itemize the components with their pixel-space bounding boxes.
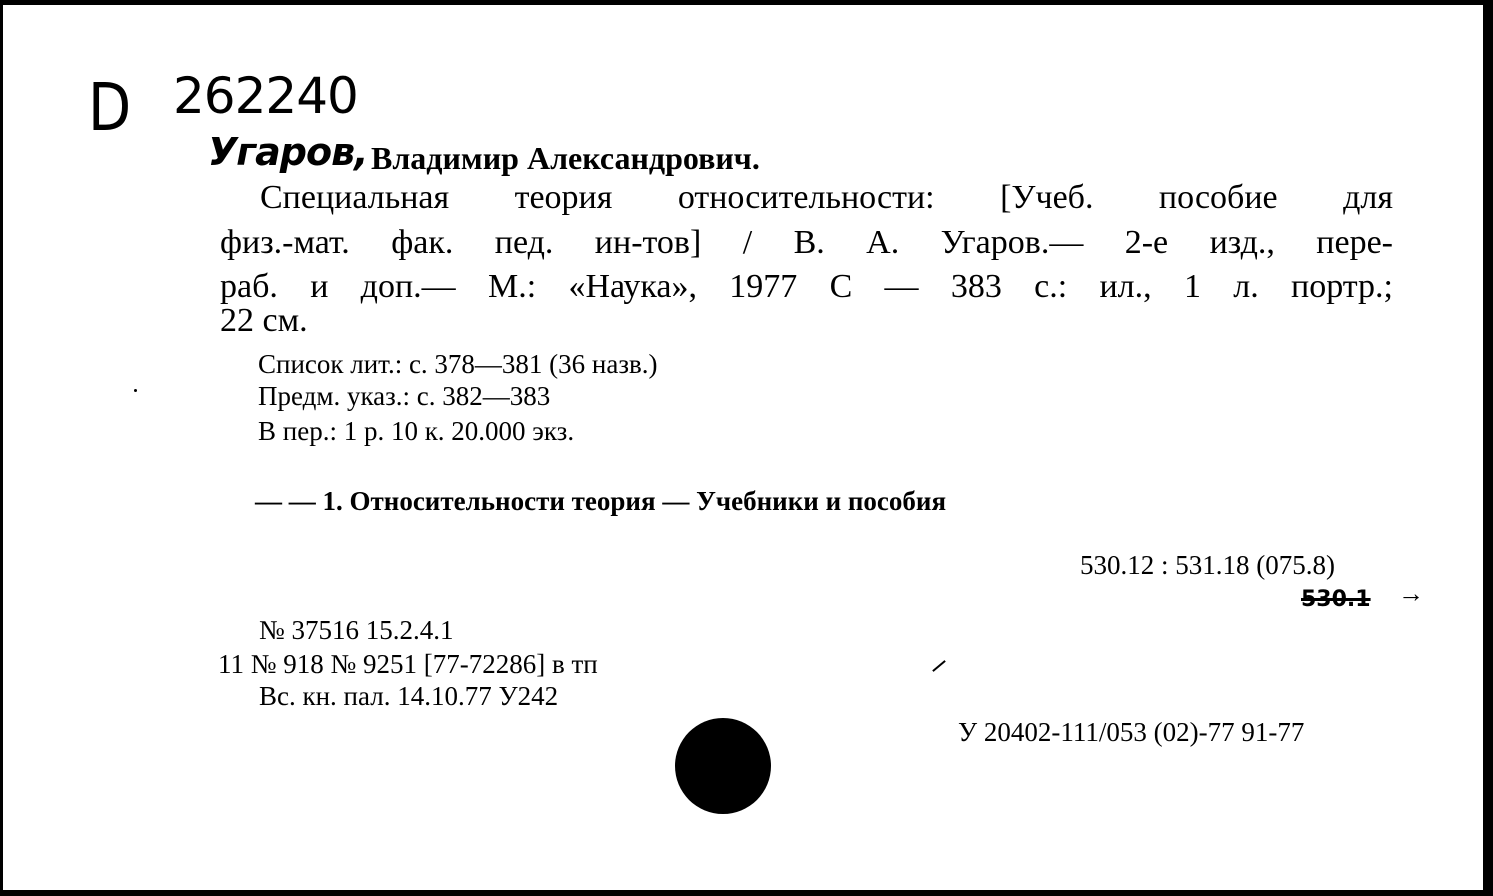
subject-heading: — — 1. Относительности теория — Учебники и пособия bbox=[255, 486, 947, 516]
description-line: физ.-мат. фак. пед. ин-тов] / В. А. Угаров.— 2-е изд., пере- bbox=[220, 224, 1393, 261]
meta-line: Вс. кн. пал. 14.10.77 У242 bbox=[259, 681, 559, 711]
punch-hole bbox=[675, 718, 771, 814]
bbk-code: У 20402-111/053 (02)-77 91-77 bbox=[958, 717, 1305, 747]
meta-line: № 37516 15.2.4.1 bbox=[259, 615, 454, 645]
inventory-number: 262240 bbox=[173, 67, 358, 125]
description-line: раб. и доп.— М.: «Наука», 1977 С — 383 с.: ил., 1 л. портр.; bbox=[220, 268, 1393, 305]
catalog-card bbox=[3, 5, 1483, 890]
ink-dot bbox=[134, 389, 137, 392]
meta-line: 11 № 918 № 9251 [77-72286] в тп bbox=[218, 649, 598, 679]
note-line: Список лит.: с. 378—381 (36 назв.) bbox=[258, 349, 658, 379]
pen-mark bbox=[932, 660, 946, 672]
udc-old-struck: 530.1 bbox=[1301, 587, 1371, 612]
shelf-mark: D bbox=[88, 69, 132, 146]
description-line: 22 см. bbox=[220, 302, 308, 339]
note-line: В пер.: 1 р. 10 к. 20.000 экз. bbox=[258, 416, 575, 446]
description-line: Специальная теория относительности: [Учеб. пособие для bbox=[260, 179, 1393, 216]
udc-index: 530.12 : 531.18 (075.8) bbox=[1080, 550, 1335, 580]
author-name: Владимир Александрович. bbox=[371, 140, 760, 176]
arrow-icon: → bbox=[1398, 579, 1424, 608]
handwritten-surname: Угаров, bbox=[208, 130, 368, 174]
note-line: Предм. указ.: с. 382—383 bbox=[258, 381, 551, 411]
